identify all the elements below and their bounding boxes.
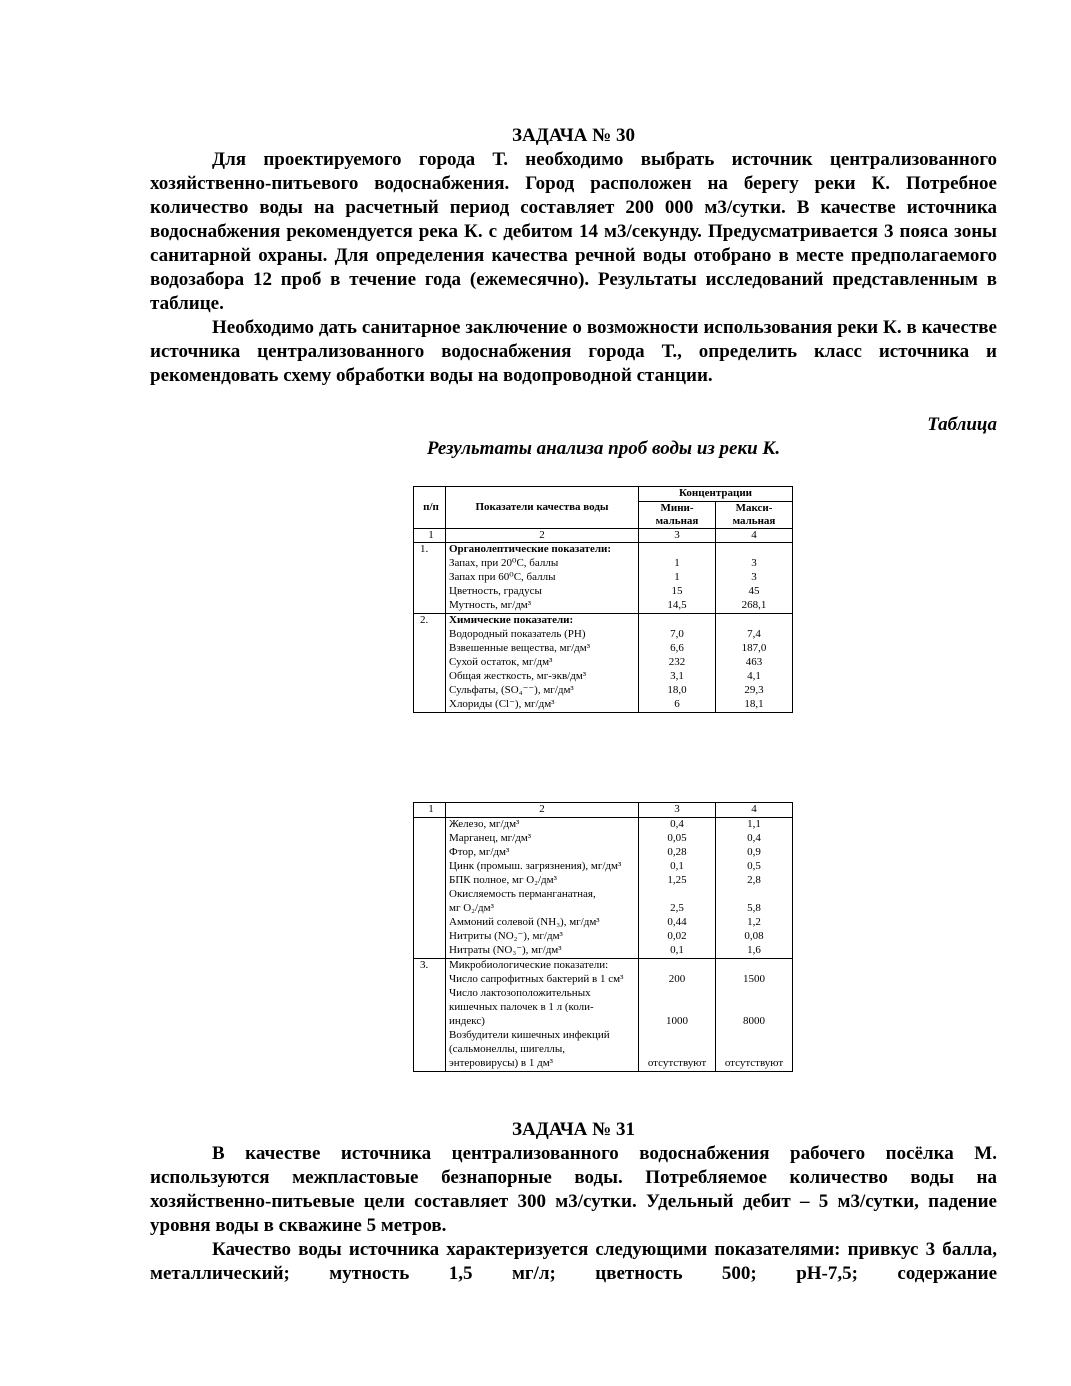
- indicator-name: Железо, мг/дм³: [449, 817, 520, 830]
- max-value: 8000: [743, 1014, 765, 1027]
- min-value: 2,5: [670, 901, 684, 914]
- section-max-values: [716, 614, 793, 713]
- indicator-name: Микробиологические показатели:: [449, 958, 609, 971]
- min-value: 0,1: [670, 859, 684, 872]
- max-value: 3: [751, 571, 757, 584]
- indicator-name: Сульфаты, (SO₄⁻⁻), мг/дм³: [449, 684, 574, 697]
- indicator-name: Цинк (промыш. загрязнения), мг/дм³: [449, 859, 622, 872]
- min-value: 0,44: [667, 915, 687, 928]
- header-num: п/п: [414, 487, 446, 529]
- section-num: 2.: [414, 614, 446, 713]
- task-30-paragraph-1: Для проектируемого города Т. необходимо выбрать источник централизованного хозяйственно-питьевого водоснабжения. Город расположен на берегу реки К. Потребное количество воды на расчетный период составляет 200 000 м3/сутки. В качестве источника водоснабжения рекомендуется река К. с дебитом 14 м3/секунду. Предусматривается 3 пояса зоны санитарной охраны. Для определения качества речной воды отобрано в месте предполагаемого водозабора 12 проб в течение года (ежемесячно). Результаты исследований представленным в таблице.: [150, 149, 997, 314]
- indicator-name: мг O₂/дм³: [449, 901, 494, 914]
- max-value: 4,1: [747, 670, 761, 683]
- min-value: 15: [671, 585, 683, 598]
- table-label: Таблица: [927, 414, 997, 435]
- min-value: 1000: [666, 1014, 688, 1027]
- section-chemical: [414, 614, 793, 713]
- column-number-row: [414, 803, 793, 818]
- task-30-paragraph-2: Необходимо дать санитарное заключение о возможности использования реки К. в качестве источника централизованного водоснабжения города Т., определить класс источника и рекомендовать схему обработки воды на водопроводной станции.: [150, 317, 997, 386]
- section-min-values: [639, 817, 716, 958]
- colnum-1: 1: [414, 528, 446, 543]
- table-title: Результаты анализа проб воды из реки К.: [426, 438, 781, 459]
- min-value: 6: [674, 698, 680, 711]
- max-value: [719, 1029, 789, 1043]
- colnum-4: 4: [716, 803, 793, 818]
- indicator-name: Взвешенные вещества, мг/дм³: [449, 642, 590, 655]
- min-value: 1: [674, 557, 680, 570]
- min-value: 14,5: [667, 599, 687, 612]
- min-value: 1,25: [667, 873, 687, 886]
- indicator-name: Водородный показатель (PH): [449, 628, 586, 641]
- max-value: [719, 1043, 789, 1057]
- section-max-values: [716, 543, 793, 614]
- section-title: Органолептические показатели:: [449, 543, 612, 556]
- min-value: 232: [668, 656, 686, 669]
- max-value: 0,9: [747, 845, 761, 858]
- header-max: Макси-мальная: [716, 501, 793, 528]
- section-chemical-continued: [414, 817, 793, 958]
- indicator-name: Запах, при 20⁰С, баллы: [449, 557, 559, 570]
- section-names: [446, 543, 639, 614]
- header-indicator: Показатели качества воды: [446, 487, 639, 529]
- min-value: отсутствуют: [647, 1056, 707, 1069]
- min-value: 7,0: [670, 628, 684, 641]
- indicator-name: Число лактозоположительных: [449, 986, 591, 999]
- section-title: Химические показатели:: [449, 614, 574, 627]
- max-value: 2,8: [747, 873, 761, 886]
- max-value: 18,1: [744, 698, 764, 711]
- min-value: [642, 888, 712, 902]
- indicator-name: (сальмонеллы, шигеллы,: [449, 1042, 565, 1055]
- indicator-name: Цветность, градусы: [449, 585, 542, 598]
- max-value: [719, 959, 789, 973]
- task-31-block: [150, 1118, 997, 1286]
- max-value: 7,4: [747, 628, 761, 641]
- max-value: [719, 1001, 789, 1015]
- min-value: 3,1: [670, 670, 684, 683]
- min-value: 0,1: [670, 943, 684, 956]
- task-31-paragraph-2: Качество воды источника характеризуется следующими показателями: привкус 3 балла, металлический; мутность 1,5 мг/л; цветность 500; pH-7,5; содержание: [150, 1239, 997, 1284]
- indicator-name: Нитриты (NO₂⁻), мг/дм³: [449, 929, 563, 942]
- indicator-name: Нитраты (NO₃⁻), мг/дм³: [449, 943, 562, 956]
- water-quality-table-part-1: [413, 486, 793, 713]
- colnum-2: 2: [446, 528, 639, 543]
- task-31-paragraph-1: В качестве источника централизованного водоснабжения рабочего посёлка М. используются межпластовые безнапорные воды. Потребляемое количество воды на хозяйственно-питьевые цели составляет 300 м3/сутки. Удельный дебит – 5 м3/сутки, падение уровня воды в скважине 5 метров.: [150, 1143, 997, 1236]
- indicator-name: индекс): [449, 1014, 485, 1027]
- max-value: [719, 888, 789, 902]
- indicator-name: Хлориды (Cl⁻), мг/дм³: [449, 698, 555, 711]
- section-num: 1.: [414, 543, 446, 614]
- section-min-values: [639, 543, 716, 614]
- min-value: 6,6: [670, 642, 684, 655]
- indicator-name: Мутность, мг/дм³: [449, 599, 532, 612]
- colnum-1: 1: [414, 803, 446, 818]
- table-header-row: [414, 487, 793, 502]
- indicator-name: кишечных палочек в 1 л (коли-: [449, 1000, 594, 1013]
- max-value: 0,4: [747, 831, 761, 844]
- task-30-block: [150, 124, 997, 388]
- task-31-title: ЗАДАЧА № 31: [512, 1119, 635, 1140]
- indicator-name: Число сапрофитных бактерий в 1 см³: [449, 972, 624, 985]
- indicator-name: Окисляемость перманганатная,: [449, 887, 596, 900]
- min-value: 0,05: [667, 831, 687, 844]
- section-microbiological: [414, 958, 793, 1071]
- min-value: 18,0: [667, 684, 687, 697]
- min-value: [642, 1001, 712, 1015]
- max-value: 268,1: [741, 599, 767, 612]
- section-names: [446, 817, 639, 958]
- max-value: 1500: [743, 972, 765, 985]
- indicator-name: Фтор, мг/дм³: [449, 845, 510, 858]
- colnum-4: 4: [716, 528, 793, 543]
- max-value: 0,5: [747, 859, 761, 872]
- max-value: [719, 987, 789, 1001]
- min-value: 0,28: [667, 845, 687, 858]
- section-min-values: [639, 958, 716, 1071]
- indicator-name: Аммоний солевой (NH₃), мг/дм³: [449, 915, 600, 928]
- indicator-name: Общая жесткость, мг-экв/дм³: [449, 670, 587, 683]
- indicator-name: Возбудители кишечных инфекций: [449, 1028, 610, 1041]
- max-value: 187,0: [741, 642, 767, 655]
- section-num-empty: [414, 817, 446, 958]
- max-value: 1,2: [747, 915, 761, 928]
- header-concentrations: Концентрации: [639, 487, 793, 502]
- min-value: 0,02: [667, 929, 687, 942]
- max-value: 0,08: [744, 929, 764, 942]
- max-value: 29,3: [744, 684, 764, 697]
- min-value: 1: [674, 571, 680, 584]
- indicator-name: Сухой остаток, мг/дм³: [449, 656, 553, 669]
- section-max-values: [716, 817, 793, 958]
- min-value: 0,4: [670, 817, 684, 830]
- colnum-2: 2: [446, 803, 639, 818]
- indicator-name: Запах при 60⁰С, баллы: [449, 571, 556, 584]
- max-value: 463: [745, 656, 763, 669]
- min-value: 200: [668, 972, 686, 985]
- max-value: 5,8: [747, 901, 761, 914]
- task-30-title: ЗАДАЧА № 30: [512, 125, 635, 146]
- max-value: 3: [751, 557, 757, 570]
- indicator-name: Марганец, мг/дм³: [449, 831, 532, 844]
- colnum-3: 3: [639, 803, 716, 818]
- indicator-name: БПК полное, мг O₂/дм³: [449, 873, 557, 886]
- header-min: Мини-мальная: [639, 501, 716, 528]
- section-names: [446, 614, 639, 713]
- section-max-values: [716, 958, 793, 1071]
- section-num: 3.: [414, 958, 446, 1071]
- min-value: [642, 1029, 712, 1043]
- section-names: [446, 958, 639, 1071]
- water-quality-table-part-2: [413, 802, 793, 1072]
- section-organoleptic: [414, 543, 793, 614]
- column-number-row: [414, 528, 793, 543]
- max-value: 1,6: [747, 943, 761, 956]
- indicator-name: энтеровирусы) в 1 дм³: [449, 1056, 553, 1069]
- min-value: [642, 959, 712, 973]
- min-value: [642, 1043, 712, 1057]
- section-min-values: [639, 614, 716, 713]
- min-value: [642, 987, 712, 1001]
- max-value: отсутствуют: [724, 1056, 784, 1069]
- max-value: 45: [748, 585, 760, 598]
- colnum-3: 3: [639, 528, 716, 543]
- max-value: 1,1: [747, 817, 761, 830]
